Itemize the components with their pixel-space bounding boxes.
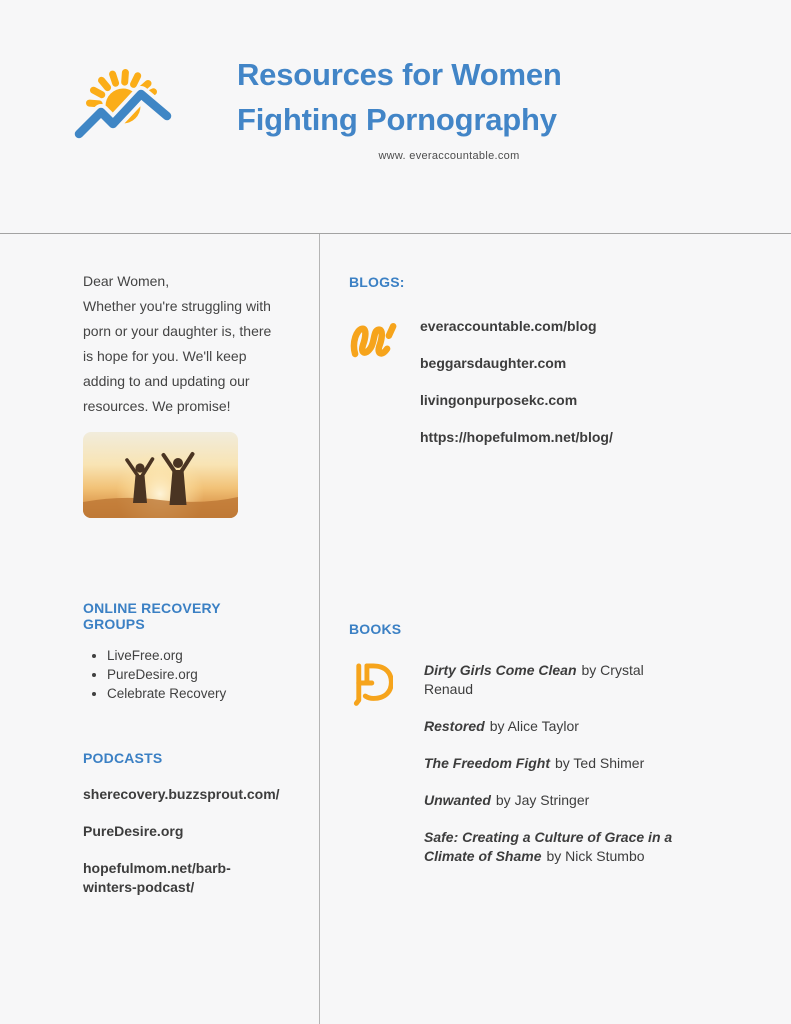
blog-link[interactable]: https://hopefulmom.net/blog/: [420, 429, 613, 445]
blogs-heading: BLOGS:: [349, 274, 405, 290]
podcast-link[interactable]: hopefulmom.net/barb-winters-podcast/: [83, 860, 231, 895]
right-column: [320, 234, 791, 1024]
podcast-link[interactable]: sherecovery.buzzsprout.com/: [83, 786, 280, 802]
celebration-photo: [83, 432, 238, 518]
recovery-group-item: • LiveFree.org: [107, 647, 274, 665]
book-author: by Crystal Renaud: [424, 662, 644, 697]
recovery-group-item: • Celebrate Recovery: [107, 685, 274, 703]
book-title: Dirty Girls Come Clean: [424, 662, 577, 678]
book-title: The Freedom Fight: [424, 755, 550, 771]
blog-link[interactable]: everaccountable.com/blog: [420, 318, 597, 334]
header: [237, 52, 661, 162]
book-title: Restored: [424, 718, 485, 734]
book-item: [424, 754, 689, 773]
book-title: Safe: Creating a Culture of Grace in a Climate of Shame: [424, 829, 673, 864]
book-item: [424, 791, 689, 810]
podcast-link[interactable]: PureDesire.org: [83, 823, 184, 839]
book-item: [424, 717, 689, 736]
podcasts-heading: PODCASTS: [83, 750, 163, 766]
book-author: by Alice Taylor: [489, 718, 579, 734]
book-author: by Jay Stringer: [495, 792, 590, 808]
book-item: [424, 661, 689, 699]
recovery-groups-list: [83, 647, 274, 703]
intro-paragraph: [83, 269, 279, 419]
page-title-line1: Resources for Women: [237, 57, 562, 92]
sun-mountain-logo-icon: [73, 56, 173, 144]
blog-link[interactable]: beggarsdaughter.com: [420, 355, 567, 371]
book-author: by Nick Stumbo: [546, 848, 645, 864]
page-title-line2: Fighting Pornography: [237, 102, 557, 137]
book-title: Unwanted: [424, 792, 491, 808]
website-url: www. everaccountable.com: [378, 150, 520, 162]
recovery-group-item: • PureDesire.org: [107, 666, 274, 684]
intro-salutation: Dear Women,: [83, 273, 170, 289]
book-item: [424, 828, 689, 866]
left-column: [0, 234, 320, 1024]
podcasts-list: [83, 785, 280, 897]
books-heading: BOOKS: [349, 621, 402, 637]
recovery-groups-heading: ONLINE RECOVERY GROUPS: [83, 600, 221, 632]
book-author: by Ted Shimer: [555, 755, 645, 771]
books-list: [424, 661, 689, 884]
squiggle-icon: [349, 315, 420, 365]
blog-link[interactable]: livingonpurposekc.com: [420, 392, 578, 408]
blogs-list: [420, 317, 613, 465]
intro-message: Whether you're struggling with porn or your daughter is, there is hope for you. We'll keep adding to and updating our resources. We promise!: [83, 298, 272, 414]
page-title: [237, 52, 661, 142]
hd-monogram-icon: [349, 659, 424, 712]
